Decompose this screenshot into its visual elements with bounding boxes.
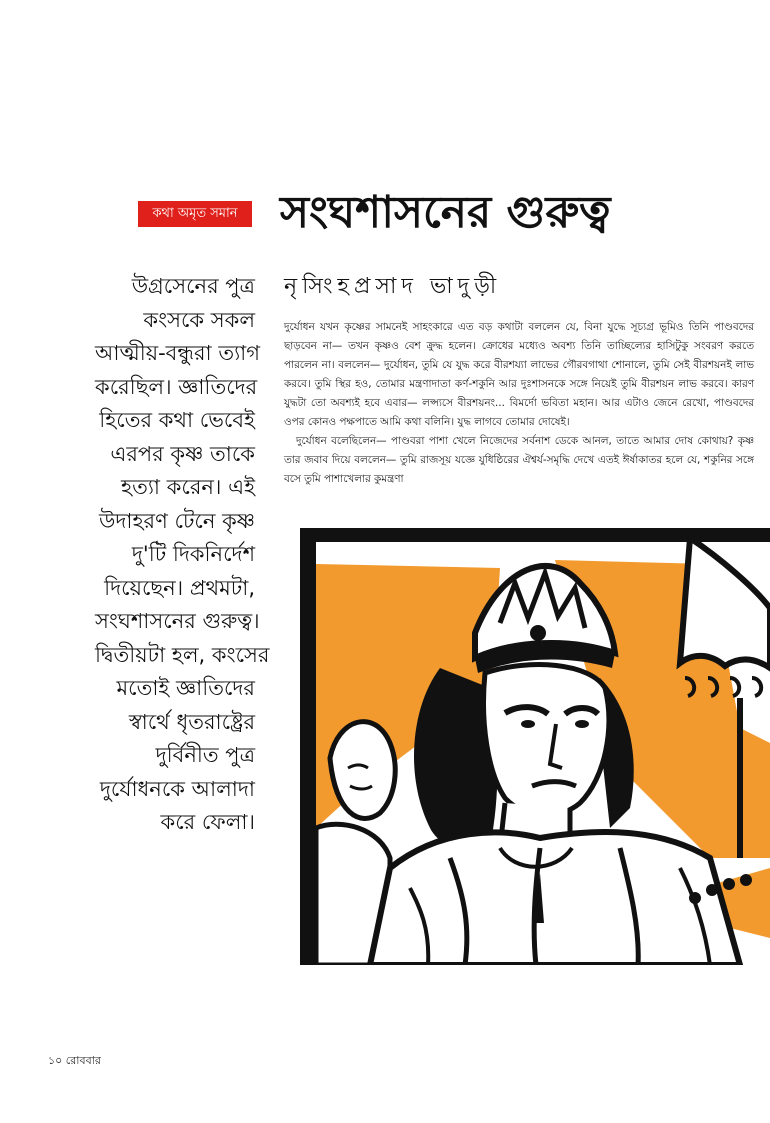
- face: [484, 665, 609, 816]
- pull-quote-line: দুর্যোধনকে আলাদা: [99, 776, 255, 801]
- article-body: [284, 318, 754, 489]
- pull-quote-line: দু'টি দিকনির্দেশ: [131, 542, 255, 566]
- byline: নৃসিংহপ্রসাদ ভাদুড়ী: [284, 274, 502, 299]
- pull-quote-line: মতোই জ্ঞাতিদের: [116, 676, 255, 700]
- robe: [370, 832, 740, 965]
- pull-quote-line: দ্বিতীয়টা হল, কংসের: [95, 642, 270, 667]
- pull-quote-line: স্বার্থে ধৃতরাষ্ট্রের: [128, 709, 255, 734]
- pull-quote-line: করে ফেলা।: [160, 810, 255, 834]
- pull-quote-line: করেছিল। জ্ঞাতিদের: [95, 374, 258, 399]
- pull-quote-line: কংসকে সকল: [143, 307, 255, 332]
- pull-quote-line: উদাহরণ টেনে কৃষ্ণ: [99, 508, 255, 533]
- pull-quote-line: হিতের কথা ভেবেই: [99, 408, 255, 432]
- pull-quote-line: দুর্বিনীত পুত্র: [155, 743, 255, 767]
- pull-quote-line: উগ্রসেনের পুত্র: [131, 274, 255, 298]
- pull-quote-line: আত্মীয়-বন্ধুরা ত্যাগ: [95, 341, 261, 365]
- pull-quote-line: এরপর কৃষ্ণ তাকে: [110, 441, 255, 466]
- duryodhana-illustration: [300, 528, 770, 965]
- pull-quote-line: দিয়েছেন। প্রথমটা,: [104, 575, 255, 600]
- pull-quote-line: হত্যা করেন। এই: [121, 475, 255, 499]
- pull-quote: [95, 270, 270, 840]
- section-tag: কথা অমৃত সমান: [138, 201, 252, 227]
- page-folio: ১০ রোববার: [48, 1054, 101, 1067]
- pull-quote-line: সংঘশাসনের গুরুত্ব।: [95, 609, 260, 633]
- body-paragraph: দুর্যোধন বলেছিলেন— পাণ্ডবরা পাশা খেলে নিজেদের সর্বনাশ ডেকে আনল, তাতে আমার দোষ কোথায়? কৃষ্ণ তার জবাব দিয়ে বললেন— তুমি রাজসূয় যজ্ঞে যুধিষ্ঠিরের ঐশ্বর্য-সমৃদ্ধি দেখে এতই ঈর্ষাকাতর হলে যে, শকুনির সঙ্গে বসে তুমি পাশাখেলার কুমন্ত্রণা: [284, 435, 754, 485]
- headline: সংঘশাসনের গুরুত্ব: [280, 187, 611, 238]
- body-paragraph: দুর্যোধন যখন কৃষ্ণের সামনেই সাহংকারে এত বড় কথাটা বললেন যে, বিনা যুদ্ধে সূচ্যগ্র ভূমিও তিনি পাণ্ডবদের ছাড়বেন না— তখন কৃষ্ণও বেশ ক্রুদ্ধ হলেন। ক্রোধের মধ্যেও অবশ্য তিনি তাচ্ছিল্যের হাসিটুকু সংবরণ করতে পারলেন না। বললেন— দুর্যোধন, তুমি যে যুদ্ধ করে বীরশয্যা লাভের গৌরবগাথা শোনালে, তুমি সেই বীরশয়নই লাভ করবে। তুমি স্থির হও, তোমার মন্ত্রণাদাতা কর্ণ-শকুনি আর দুঃশাসনকে সঙ্গে নিয়েই তুমি বীরশয়ন লাভ করবে। কারণ যুদ্ধটা তো অবশ্যই হবে এবার— লপ্স্যসে বীরশয়নং... বিমর্দো ভবিতা মহান। আর এটাও জেনে রেখো, পাণ্ডবদের ওপর কোনও পক্ষপাতে আমি কথা বলিনি। যুদ্ধ লাগবে তোমার দোষেই।: [284, 321, 754, 428]
